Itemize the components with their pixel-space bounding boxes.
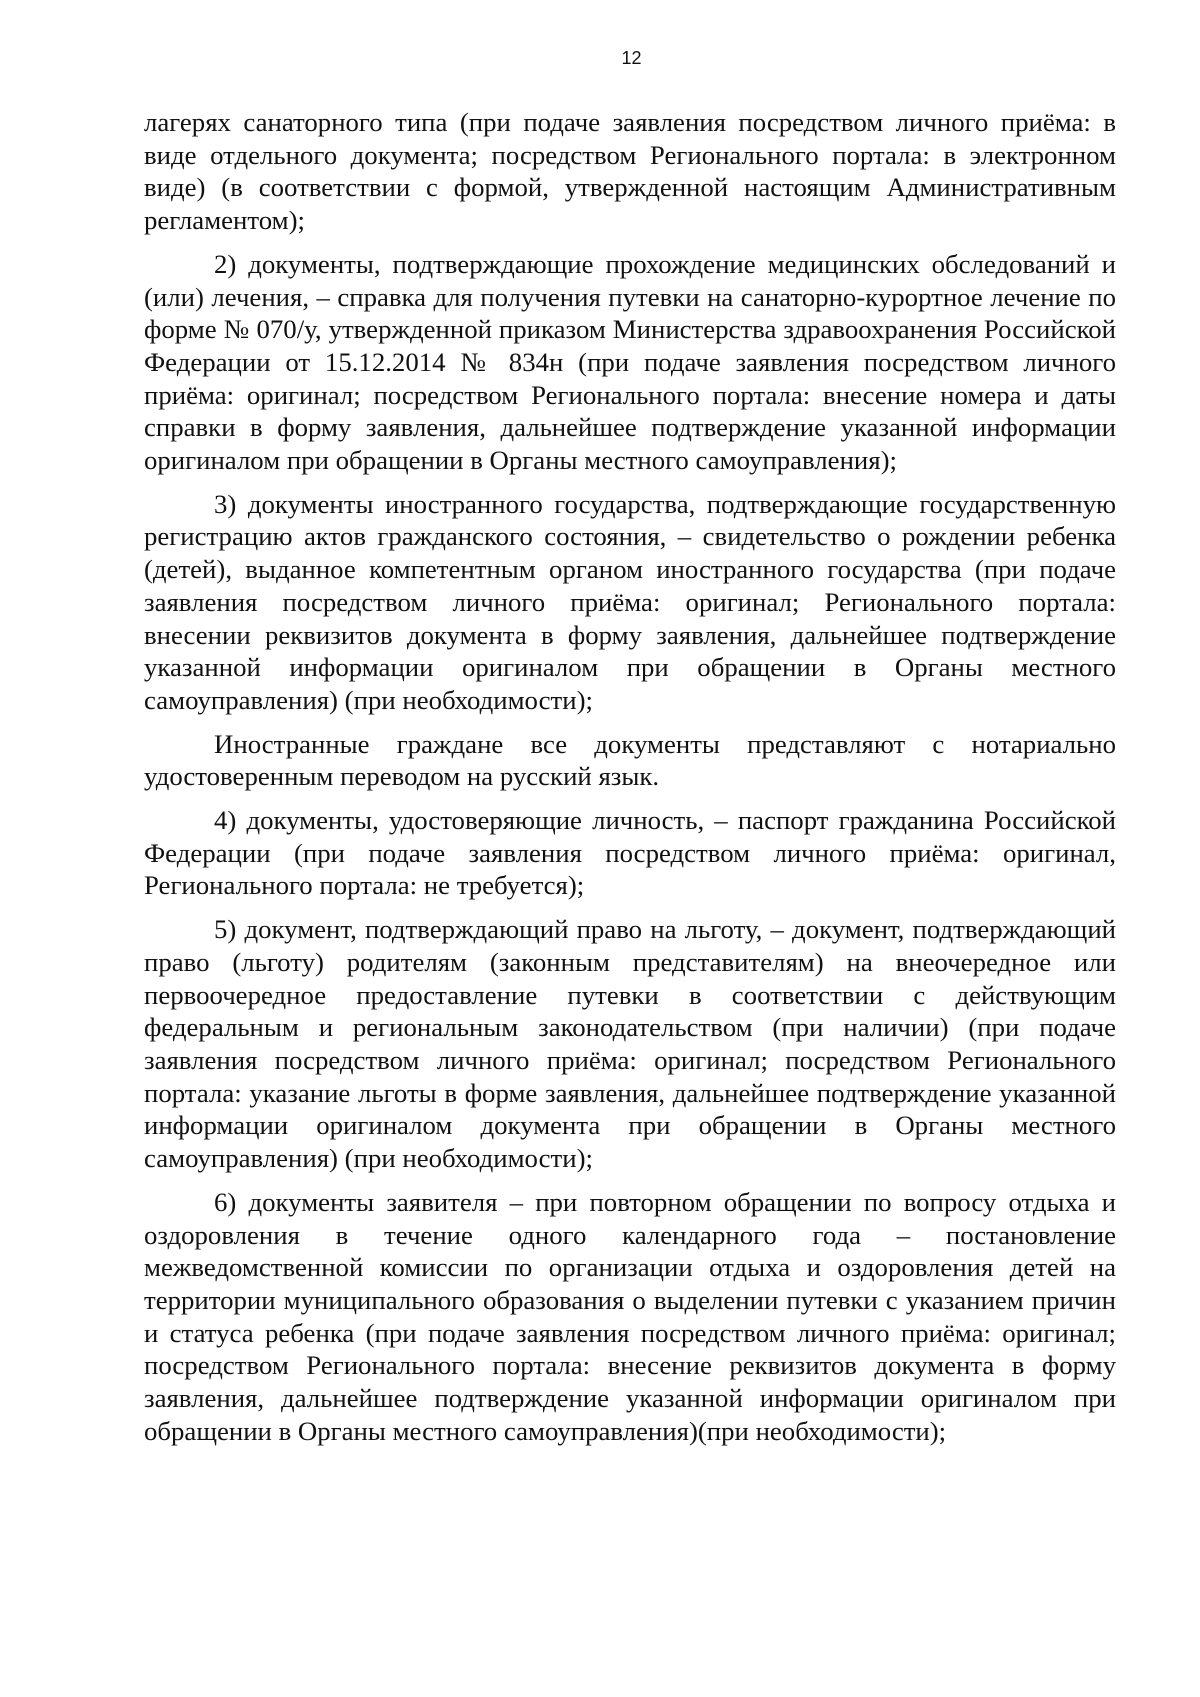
paragraph-continuation: лагерях санаторного типа (при подаче заявления посредством личного приёма: в виде отдельного документа; посредством Регионального портала: в электронном виде) (в соответствии с формой, утвержденной настоящим Административным регламентом); <box>144 107 1116 236</box>
paragraph-item-3: 3) документы иностранного государства, подтверждающие государственную регистрацию актов гражданского состояния, – свидетельство о рождении ребенка (детей), выданное компетентным органом иностранного государства (при подаче заявления посредством личного приёма: оригинал; Регионального портала: внесении реквизитов документа в форму заявления, дальнейшее подтверждение указанной информации оригиналом при обращении в Органы местного самоуправления) (при необходимости); <box>144 488 1116 715</box>
paragraph-item-2: 2) документы, подтверждающие прохождение медицинских обследований и (или) лечения, – справка для получения путевки на санаторно-курортное лечение по форме № 070/у, утвержденной приказом Министерства здравоохранения Российской Федерации от 15.12.2014 № 834н (при подаче заявления посредством личного приёма: оригинал; посредством Регионального портала: внесение номера и даты справки в форму заявления, дальнейшее подтверждение указанной информации оригиналом при обращении в Органы местного самоуправления); <box>144 248 1116 476</box>
paragraph-item-6: 6) документы заявителя – при повторном обращении по вопросу отдыха и оздоровления в течение одного календарного года – постановление межведомственной комиссии по организации отдыха и оздоровления детей на территории муниципального образования о выделении путевки с указанием причин и статуса ребенка (при подаче заявления посредством личного приёма: оригинал; посредством Регионального портала: внесение реквизитов документа в форму заявления, дальнейшее подтверждение указанной информации оригиналом при обращении в Органы местного самоуправления)(при необходимости); <box>144 1186 1116 1446</box>
paragraph-item-4: 4) документы, удостоверяющие личность, – паспорт гражданина Российской Федерации (при подаче заявления посредством личного приёма: оригинал, Регионального портала: не требуется); <box>144 805 1116 901</box>
paragraph-item-5: 5) документ, подтверждающий право на льготу, – документ, подтверждающий право (льготу) родителям (законным представителям) на внеочередное или первоочередное предоставление путевки в соответствии с действующим федеральным и региональным законодательством (при наличии) (при подаче заявления посредством личного приёма: оригинал; посредством Регионального портала: указание льготы в форме заявления, дальнейшее подтверждение указанной информации оригиналом документа при обращении в Органы местного самоуправления) (при необходимости); <box>144 914 1116 1174</box>
paragraph-foreign-citizens: Иностранные граждане все документы представляют с нотариально удостоверенным переводом на русский язык. <box>144 728 1116 792</box>
page-number: 12 <box>621 48 642 68</box>
document-body <box>144 106 1116 1458</box>
